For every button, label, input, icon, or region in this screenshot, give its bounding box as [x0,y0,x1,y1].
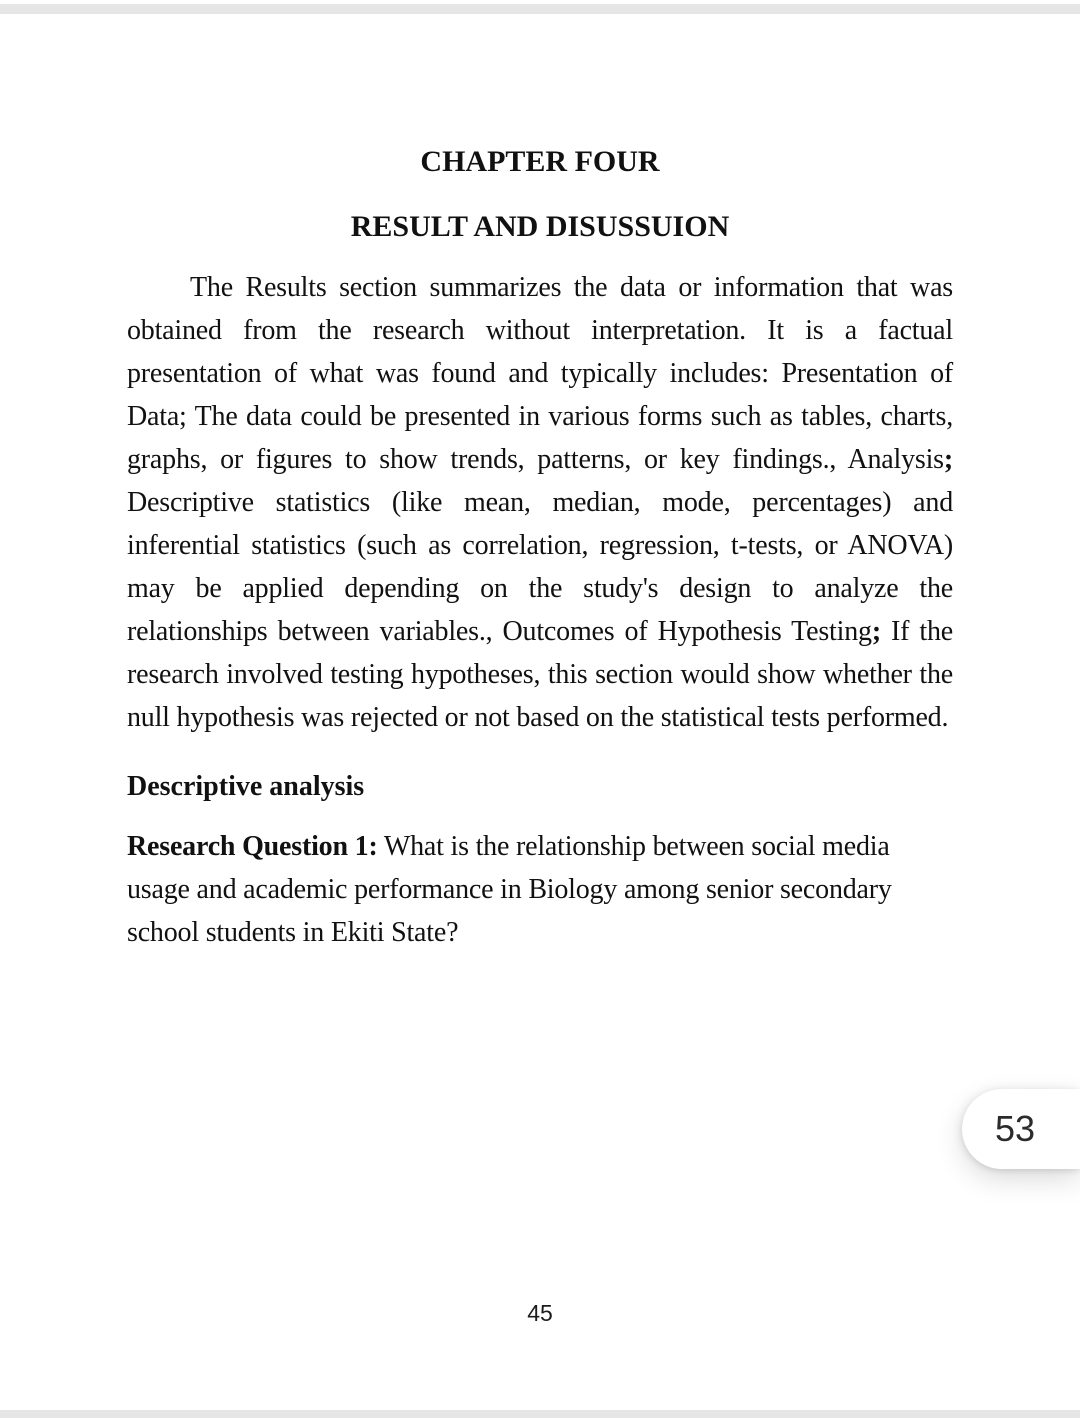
research-question-paragraph [127,825,953,954]
section-heading: RESULT AND DISUSSUION [350,210,730,243]
results-paragraph [127,266,953,739]
bottom-edge-band [0,1410,1080,1418]
results-paragraph-segment: Descriptive statistics (like mean, median, mode, percentages) and inferential statistics (such as correlation, regression, t-tests, or ANOVA) may be applied depending on the study's design to analyze the relationships between variables., Outcomes of Hypothesis Testing [127,487,953,647]
document-page [127,140,953,954]
chapter-heading: CHAPTER FOUR [420,145,660,178]
results-paragraph-bold-semicolon: ; [943,444,953,475]
research-question-label: Research Question 1: [127,831,378,862]
descriptive-analysis-heading: Descriptive analysis [127,771,365,802]
results-paragraph-segment: The Results section summarizes the data or information that was obtained from the research without interpretation. It is a factual presentation of what was found and typically includes: Presentation of Data; The data could be presented in various forms such as tables, charts, graphs, or figures to show trends, patterns, or key findings., Analysis [127,272,953,475]
research-question-text: What is the relationship between social media usage and academic performance in Biology among senior secondary school students in Ekiti State? [127,831,892,948]
page-number-footer: 45 [527,1300,553,1326]
top-edge-band [0,4,1080,14]
scroll-page-indicator[interactable] [962,1089,1080,1169]
results-paragraph-segment: If the research involved testing hypotheses, this section would show whether the null hypothesis was rejected or not based on the statistical tests performed. [127,616,953,733]
results-paragraph-bold-semicolon: ; [871,616,881,647]
scroll-page-indicator-value: 53 [994,1108,1036,1149]
